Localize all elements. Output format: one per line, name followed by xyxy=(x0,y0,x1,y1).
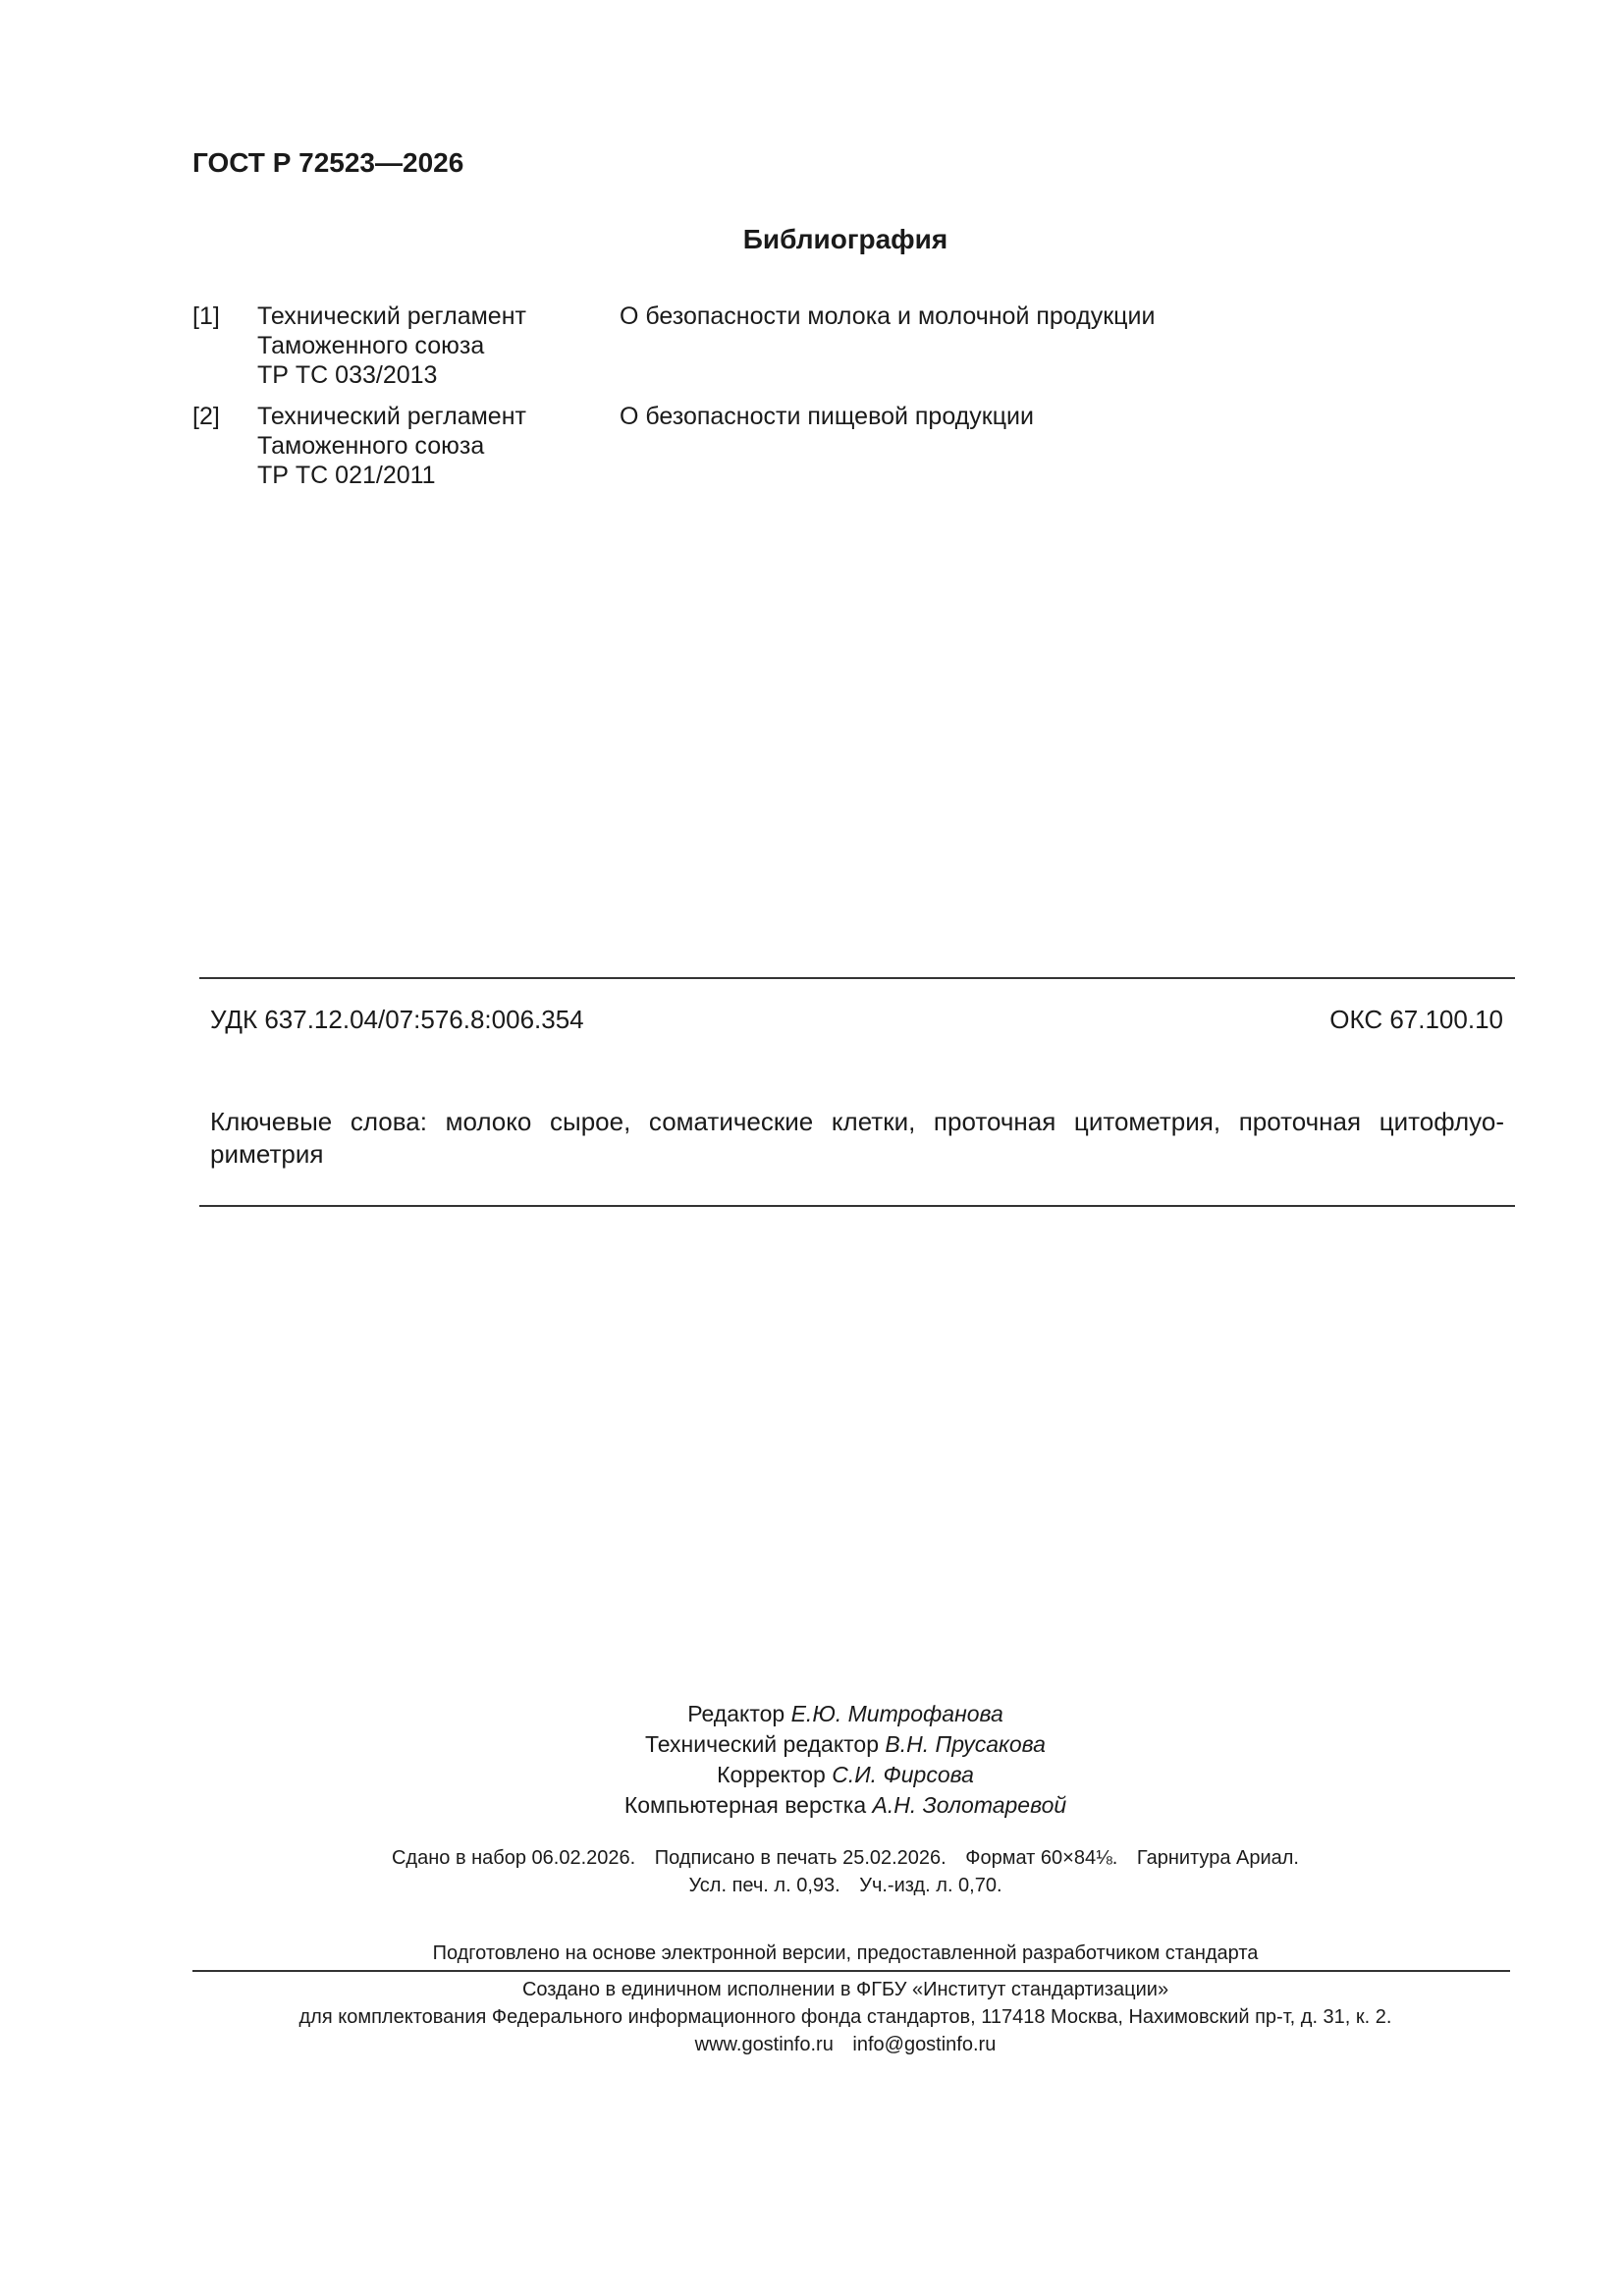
entry-source-line: Технический регламент xyxy=(257,403,526,430)
entry-subject: О безопасности молока и молочной продукции xyxy=(620,302,1156,330)
website-link[interactable]: www.gostinfo.ru xyxy=(694,2034,834,2055)
credit-name: А.Н. Золотаревой xyxy=(872,1792,1067,1818)
divider-keywords xyxy=(199,1205,1515,1207)
entry-source xyxy=(257,402,611,490)
imprint-line xyxy=(0,1872,1623,1899)
imprint xyxy=(0,1844,1623,1899)
footer-line: для комплектования Федерального информационного фонда стандартов, 117418 Москва, Нахимовский пр-т, д. 31, к. 2. xyxy=(298,2006,1392,2028)
credits xyxy=(0,1699,1623,1821)
credit-line xyxy=(0,1760,1623,1790)
entry-subject: О безопасности пищевой продукции xyxy=(620,403,1034,430)
credit-line xyxy=(0,1729,1623,1760)
entry-source xyxy=(257,301,611,390)
entry-source-line: ТР ТС 021/2011 xyxy=(257,462,436,489)
credit-role: Компьютерная верстка xyxy=(623,1792,867,1818)
credit-name: В.Н. Прусакова xyxy=(885,1731,1046,1757)
footer xyxy=(0,1976,1623,2058)
imprint-sent: Сдано в набор 06.02.2026. xyxy=(391,1847,636,1869)
entry-source-line: Технический регламент xyxy=(257,302,526,330)
credit-role: Технический редактор xyxy=(645,1731,880,1757)
imprint-signed: Подписано в печать 25.02.2026. xyxy=(654,1847,947,1869)
prepared-note: Подготовлено на основе электронной версии, предоставленной разработчиком стандарта xyxy=(432,1942,1259,1964)
divider-top xyxy=(199,977,1515,979)
entry-source-line: ТР ТС 033/2013 xyxy=(257,361,438,389)
keywords: Ключевые слова: молоко сырое, соматические клетки, проточная цитометрия, проточная цитофлуо-риметрия xyxy=(210,1107,1504,1169)
credit-line xyxy=(0,1790,1623,1821)
imprint-format: Формат 60×84⅛. xyxy=(965,1847,1118,1869)
imprint-line xyxy=(0,1844,1623,1872)
entry-source-line: Таможенного союза xyxy=(257,332,485,359)
credit-role: Корректор xyxy=(717,1762,826,1787)
document-code: ГОСТ Р 72523—2026 xyxy=(192,147,464,178)
footer-line: Создано в единичном исполнении в ФГБУ «Институт стандартизации» xyxy=(521,1979,1169,2000)
imprint-print-sheets: Усл. печ. л. 0,93. xyxy=(688,1875,840,1896)
credit-role: Редактор xyxy=(687,1701,785,1726)
email-link[interactable]: info@gostinfo.ru xyxy=(852,2034,997,2055)
divider-footer xyxy=(192,1970,1510,1972)
imprint-pub-sheets: Уч.-изд. л. 0,70. xyxy=(859,1875,1002,1896)
entry-number: [1] xyxy=(192,302,220,330)
oks-code: ОКС 67.100.10 xyxy=(1329,1005,1503,1034)
udk-code: УДК 637.12.04/07:576.8:006.354 xyxy=(210,1005,584,1034)
bibliography-title: Библиография xyxy=(742,224,948,254)
entry-source-line: Таможенного союза xyxy=(257,432,485,460)
credit-line xyxy=(0,1699,1623,1729)
credit-name: С.И. Фирсова xyxy=(832,1762,974,1787)
footer-contacts xyxy=(0,2031,1623,2058)
credit-name: Е.Ю. Митрофанова xyxy=(790,1701,1003,1726)
imprint-font: Гарнитура Ариал. xyxy=(1136,1847,1299,1869)
entry-number: [2] xyxy=(192,403,220,430)
